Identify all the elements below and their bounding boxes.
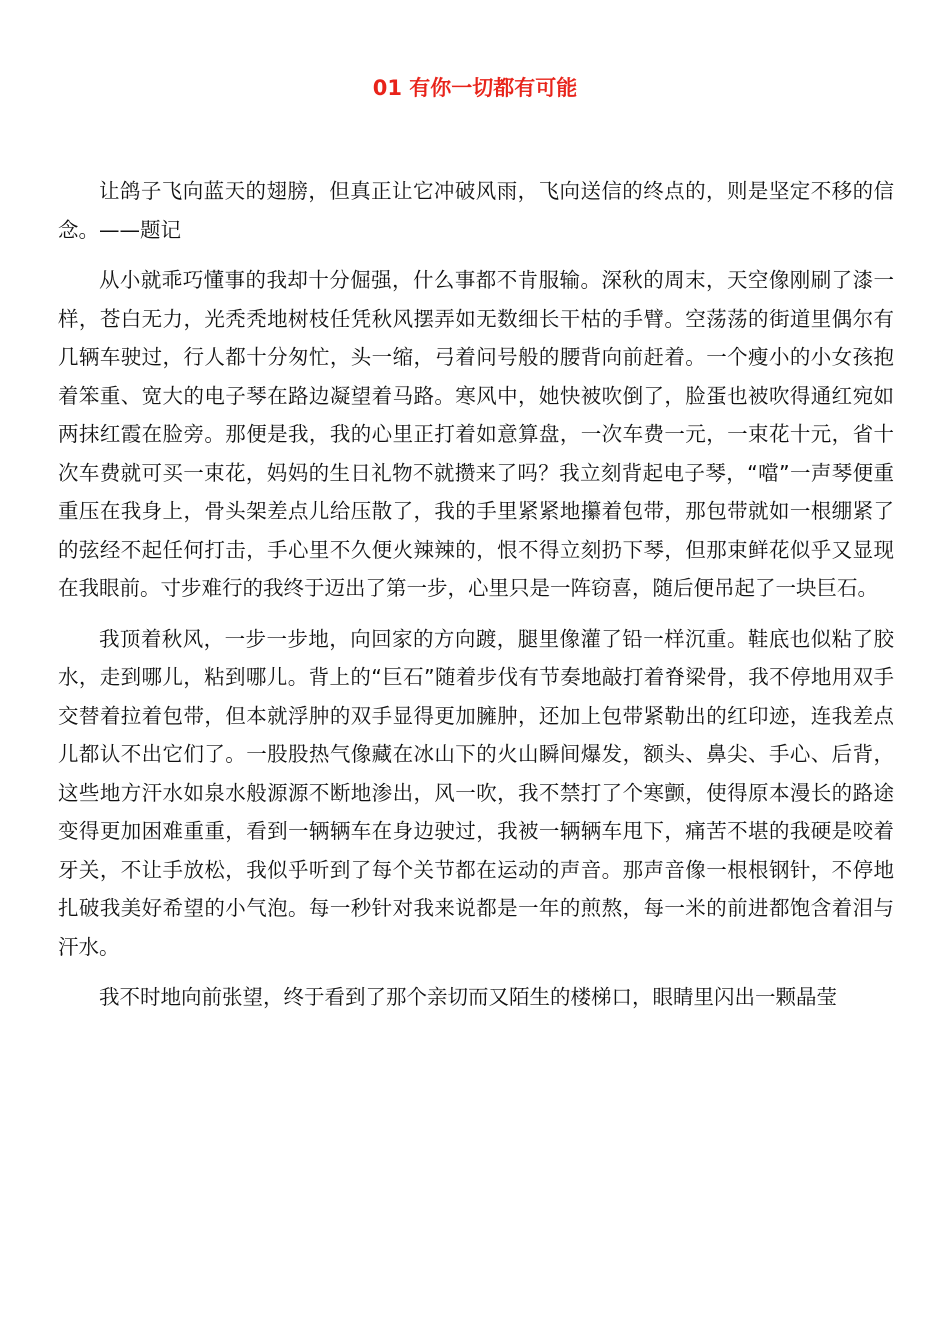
paragraph: 我顶着秋风，一步一步地，向回家的方向踱，腿里像灌了铅一样沉重。鞋底也似粘了胶水，走到哪儿，粘到哪儿。背上的“巨石”随着步伐有节奏地敲打着脊梁骨，我不停地用双手交替着拉着包带，但本就浮肿的双手显得更加臃肿，还加上包带紧勒出的红印迹，连我差点儿都认不出它们了。一股股热气像藏在冰山下的火山瞬间爆发，额头、鼻尖、手心、后背，这些地方汗水如泉水般源源不断地渗出，风一吹，我不禁打了个寒颤，使得原本漫长的路途变得更加困难重重，看到一辆辆车在身边驶过，我被一辆辆车甩下，痛苦不堪的我硬是咬着牙关，不让手放松，我似乎听到了每个关节都在运动的声音。那声音像一根根钢针，不停地扎破我美好希望的小气泡。每一秒针对我来说都是一年的煎熬，每一米的前进都饱含着泪与汗水。 xyxy=(58,626,894,959)
page-title: 01 有你一切都有可能 xyxy=(372,76,578,100)
paragraph: 从小就乖巧懂事的我却十分倔强，什么事都不肯服输。深秋的周末，天空像刚刷了漆一样，苍白无力，光秃秃地树枝任凭秋风摆弄如无数细长干枯的手臂。空荡荡的街道里偶尔有几辆车驶过，行人都十分匆忙，头一缩，弓着问号般的腰背向前赶着。一个瘦小的小女孩抱着笨重、宽大的电子琴在路边凝望着马路。寒风中，她快被吹倒了，脸蛋也被吹得通红宛如两抹红霞在脸旁。那便是我，我的心里正打着如意算盘，一次车费一元，一束花十元，省十次车费就可买一束花，妈妈的生日礼物不就攒来了吗？我立刻背起电子琴，“噹”一声琴便重重压在我身上，骨头架差点儿给压散了，我的手里紧紧地攥着包带，那包带就如一根绷紧了的弦经不起任何打击，手心里不久便火辣辣的，恨不得立刻扔下琴，但那束鲜花似乎又显现在我眼前。寸步难行的我终于迈出了第一步，心里只是一阵窃喜，随后便吊起了一块巨石。 xyxy=(58,268,894,600)
paragraph-epigraph: 让鸽子飞向蓝天的翅膀，但真正让它冲破风雨，飞向送信的终点的，则是坚定不移的信念。——题记 xyxy=(58,179,894,242)
paragraph: 我不时地向前张望，终于看到了那个亲切而又陌生的楼梯口，眼睛里闪出一颗晶莹 xyxy=(99,985,837,1009)
essay-body xyxy=(58,172,894,1029)
